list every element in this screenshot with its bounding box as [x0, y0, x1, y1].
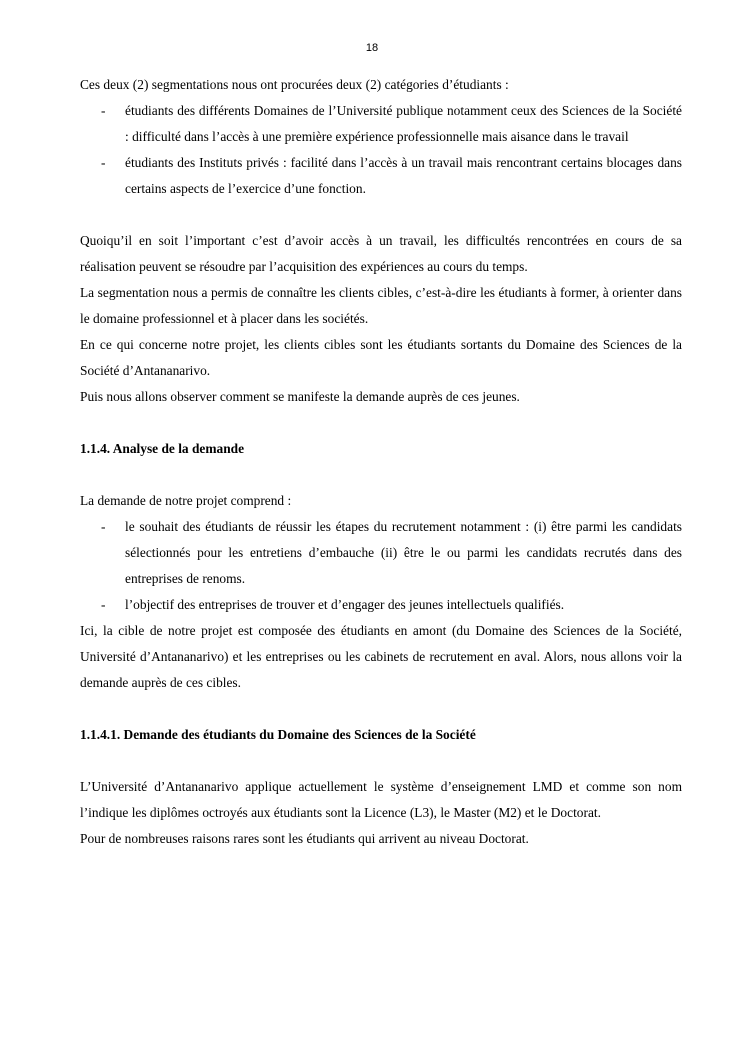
paragraph-demand-intro: La demande de notre projet comprend :: [80, 493, 292, 508]
paragraph-access-work: Quoiqu’il en soit l’important c’est d’avoir accès à un travail, les difficultés rencontrées en cours de sa réalisation peuvent se résoudre par l’acquisition des expériences au cours du temps.: [80, 233, 682, 274]
paragraph-observe-demand: Puis nous allons observer comment se manifeste la demande auprès de ces jeunes.: [80, 389, 520, 404]
list-item-text: le souhait des étudiants de réussir les étapes du recrutement notamment : (i) être parmi les candidats sélectionnés pour les entretiens d’embauche (ii) être le ou parmi les candidats recrutés dans des entreprises de renoms.: [125, 519, 682, 586]
paragraph-segmentations: Ces deux (2) segmentations nous ont procurées deux (2) catégories d’étudiants :: [80, 77, 509, 92]
bullet-dash: -: [101, 103, 106, 118]
list-item-text: étudiants des Instituts privés : facilité dans l’accès à un travail mais rencontrant certains blocages dans certains aspects de l’exercice d’une fonction.: [125, 155, 682, 196]
document-body: [80, 72, 682, 852]
page-number: 18: [365, 42, 379, 54]
bullet-dash: -: [101, 155, 106, 170]
list-item: [80, 98, 682, 150]
list-item-text: étudiants des différents Domaines de l’Université publique notamment ceux des Sciences de la Société : difficulté dans l’accès à une première expérience professionnelle mais aisance dans le travail: [125, 103, 682, 144]
list-item: [80, 592, 682, 618]
bullet-dash: -: [101, 597, 106, 612]
list-item-text: l’objectif des entreprises de trouver et d’engager des jeunes intellectuels qualifiés.: [125, 597, 565, 612]
section-heading-demande-etudiants: 1.1.4.1. Demande des étudiants du Domaine des Sciences de la Société: [80, 727, 476, 742]
paragraph-project-clients: En ce qui concerne notre projet, les clients cibles sont les étudiants sortants du Domaine des Sciences de la Société d’Antananarivo.: [80, 337, 682, 378]
demand-list: [80, 514, 682, 618]
list-item: [80, 150, 682, 202]
list-item: [80, 514, 682, 592]
student-categories-list: [80, 98, 682, 202]
paragraph-doctorat: Pour de nombreuses raisons rares sont les étudiants qui arrivent au niveau Doctorat.: [80, 831, 529, 846]
paragraph-lmd-system: L’Université d’Antananarivo applique actuellement le système d’enseignement LMD et comme son nom l’indique les diplômes octroyés aux étudiants sont la Licence (L3), le Master (M2) et le Doctorat.: [80, 779, 682, 820]
bullet-dash: -: [101, 519, 106, 534]
paragraph-segmentation-clients: La segmentation nous a permis de connaître les clients cibles, c’est-à-dire les étudiants à former, à orienter dans le domaine professionnel et à placer dans les sociétés.: [80, 285, 682, 326]
paragraph-project-target: Ici, la cible de notre projet est composée des étudiants en amont (du Domaine des Sciences de la Société, Université d’Antananarivo) et les entreprises ou les cabinets de recrutement en aval. Alors, nous allons voir la demande auprès de ces cibles.: [80, 623, 682, 690]
section-heading-analyse-demande: 1.1.4. Analyse de la demande: [80, 441, 245, 456]
